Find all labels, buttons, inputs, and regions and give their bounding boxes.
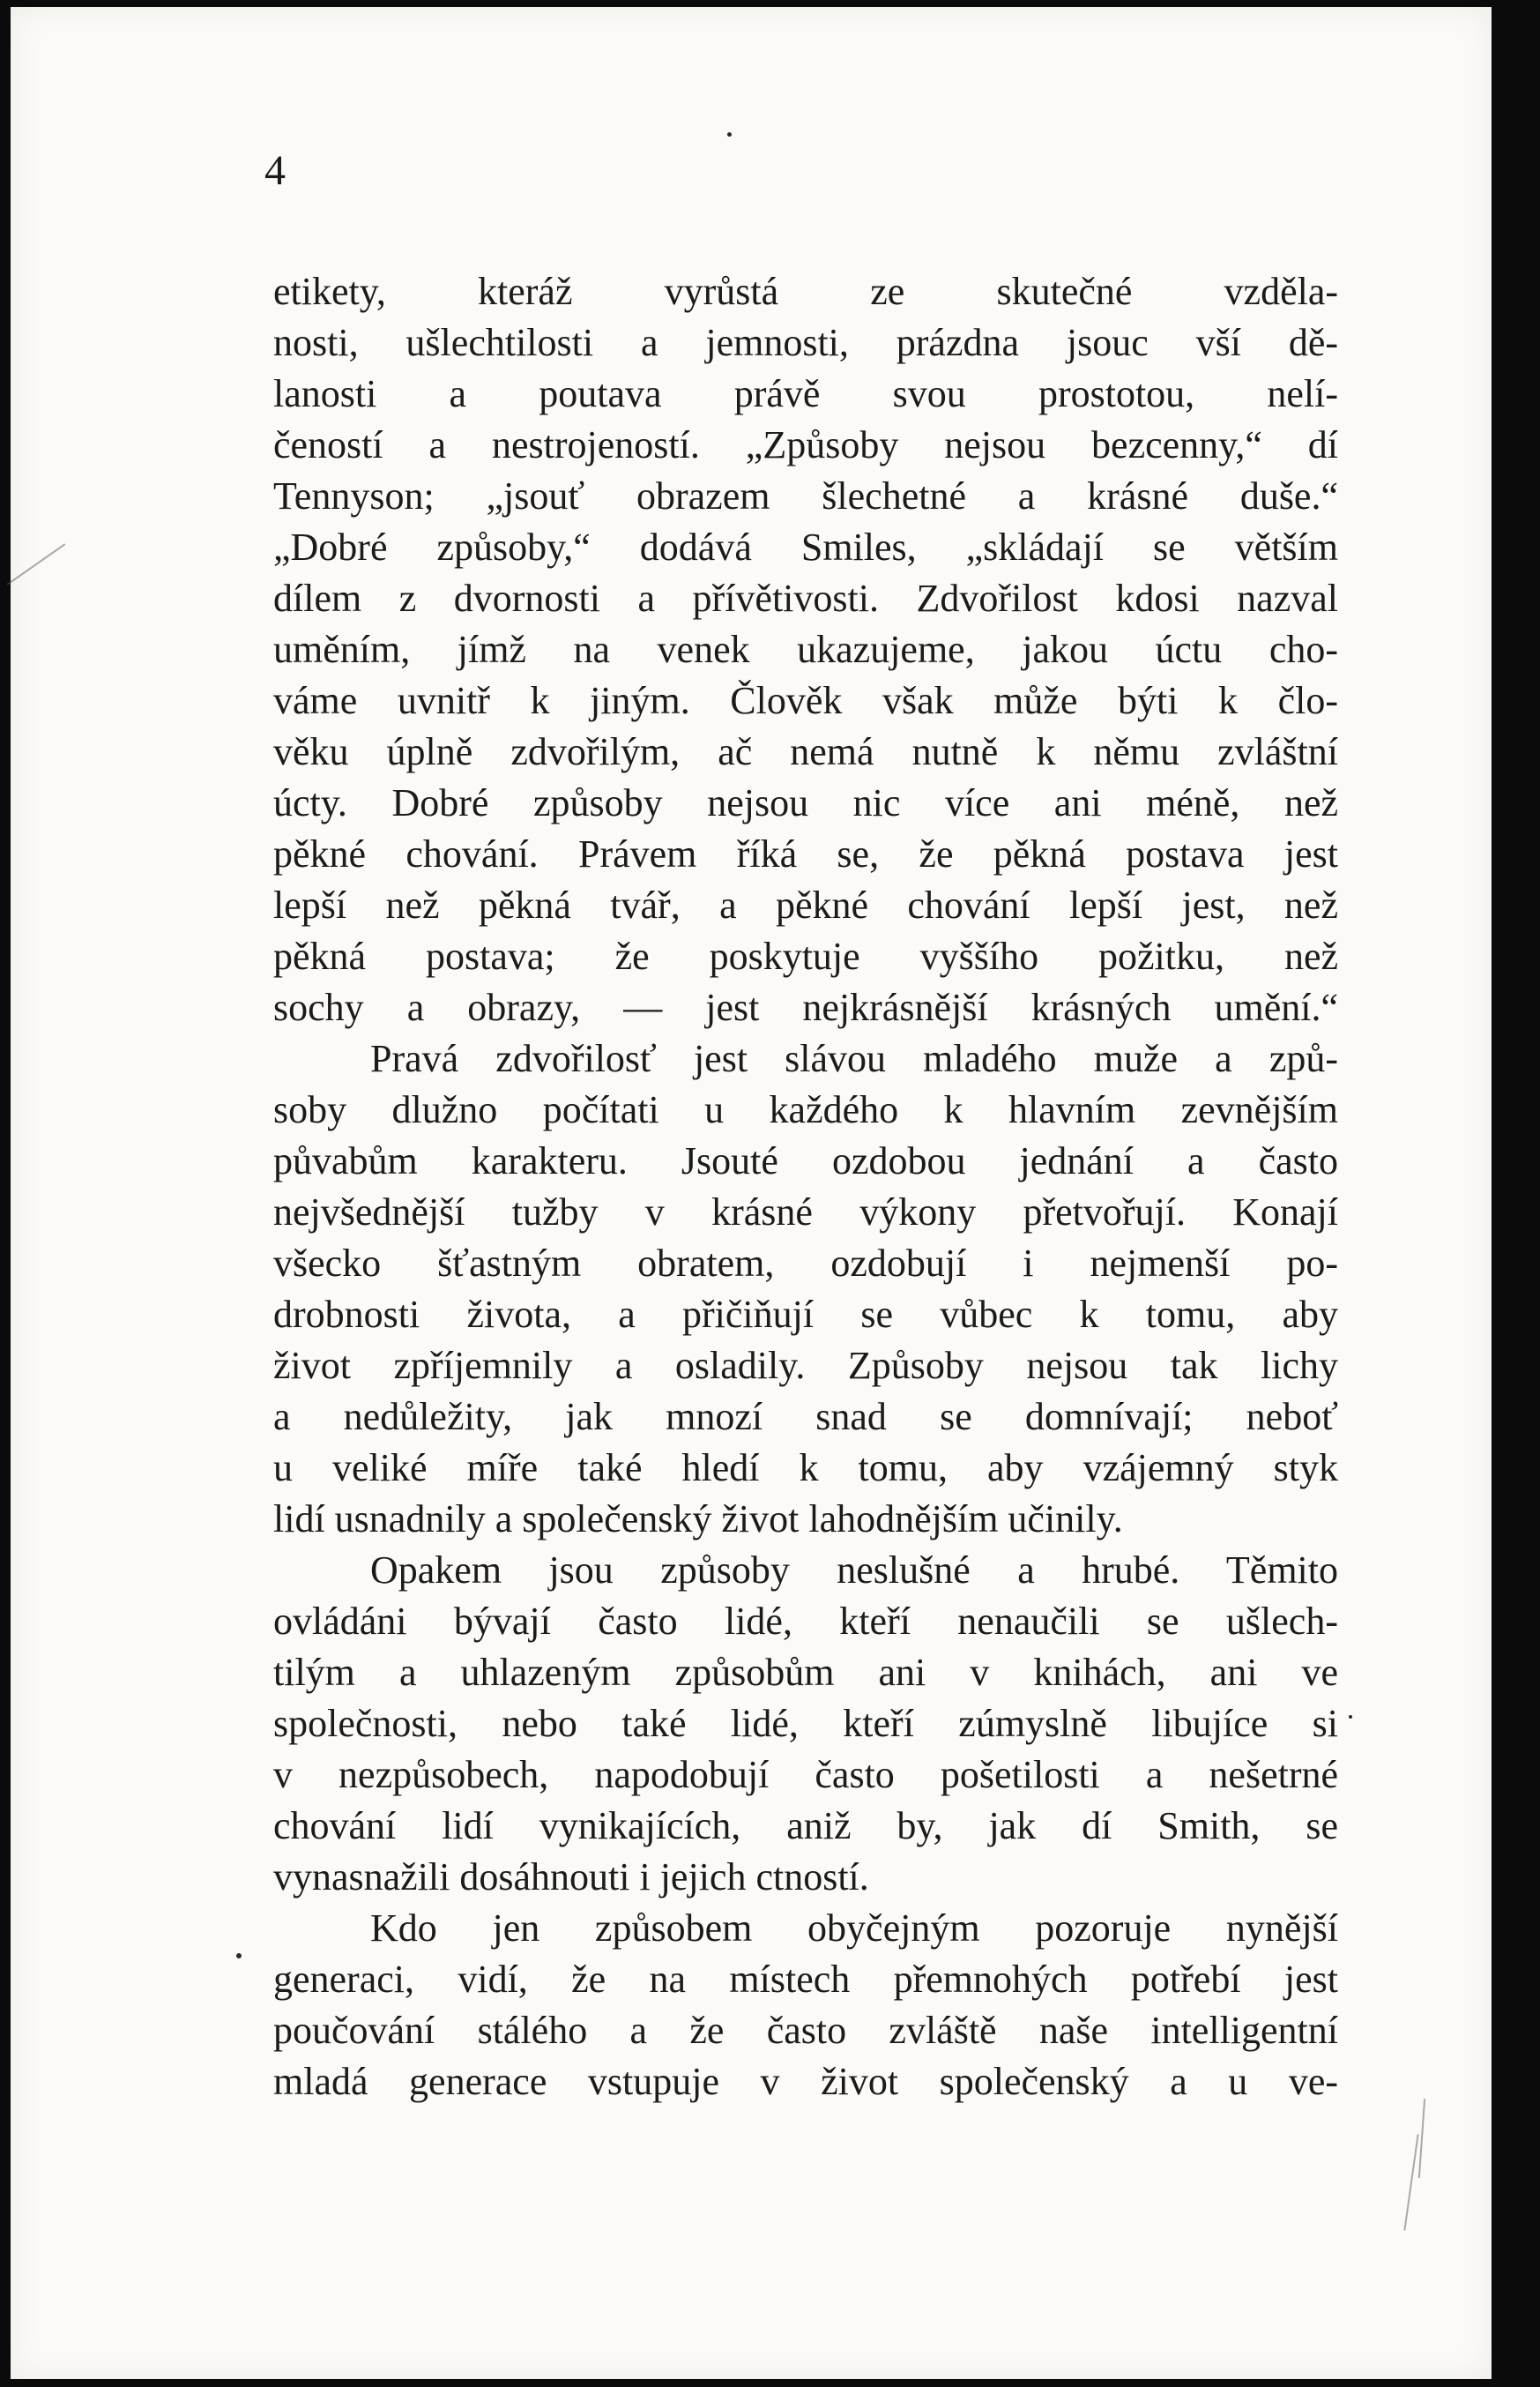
text-line: chování lidí vynikajících, aniž by, jak dí Smith, se <box>273 1804 1338 1847</box>
text-line: ovládáni bývají často lidé, kteří nenaučili se ušlech- <box>273 1600 1338 1643</box>
text-line: etikety, kteráž vyrůstá ze skutečné vzdělа- <box>273 270 1338 313</box>
text-line: lanosti a poutava právě svou prostotou, nelí- <box>273 372 1338 415</box>
text-line: „Dobré způsoby,“ dodává Smiles, „skládají se větším <box>273 526 1338 569</box>
body-text <box>273 266 1338 2107</box>
page-number: 4 <box>264 147 286 194</box>
text-line: u veliké míře také hledí k tomu, aby vzájemný styk <box>273 1446 1338 1489</box>
text-line: a nedůležity, jak mnozí snad se domnívají; neboť <box>273 1395 1338 1438</box>
text-line: váme uvnitř k jiným. Člověk však může býti k člo- <box>273 679 1338 722</box>
scan-speck <box>236 1953 242 1958</box>
paragraph-end-line: lidí usnadnily a společenský život lahodnějším učinily. <box>273 1497 1123 1540</box>
scan-speck <box>1349 1715 1352 1719</box>
paragraph-end-line: vynasnažili dosáhnouti i jejich ctností. <box>273 1855 869 1898</box>
text-line: generaci, vidí, že na místech přemnohých potřebí jest <box>273 1958 1338 2001</box>
paragraph-start-line: Kdo jen způsobem obyčejným pozoruje nynější <box>370 1906 1338 1950</box>
text-line: čeností a nestrojeností. „Způsoby nejsou bezcenny,“ dí <box>273 423 1338 466</box>
text-line: společnosti, nebo také lidé, kteří zúmyslně libujíce si <box>273 1702 1338 1745</box>
text-line: pěkná postava; že poskytuje vyššího požitku, než <box>273 935 1338 978</box>
text-line: všecko šťastným obratem, ozdobují i nejmenší po- <box>273 1242 1338 1285</box>
paragraph-start-line: Pravá zdvořilosť jest slávou mladého muže a způ- <box>370 1037 1338 1080</box>
text-line: drobnosti života, a přičiňují se vůbec k tomu, aby <box>273 1293 1338 1336</box>
text-line: uměním, jímž na venek ukazujeme, jakou úctu cho- <box>273 628 1338 671</box>
text-line: Tennyson; „jsouť obrazem šlechetné a krásné duše.“ <box>273 474 1338 518</box>
text-line: nosti, ušlechtilosti a jemnosti, prázdna jsouc vší dě- <box>273 321 1338 364</box>
text-line: mladá generace vstupuje v život společenský a u ve- <box>273 2060 1338 2103</box>
text-line: lepší než pěkná tvář, a pěkné chování lepší jest, než <box>273 884 1338 927</box>
text-line: sochy a obrazy, — jest nejkrásnější krásných umění.“ <box>273 986 1338 1029</box>
text-line: soby dlužno počítati u každého k hlavním zevnějším <box>273 1088 1338 1131</box>
text-line: nejvšednější tužby v krásné výkony přetvořují. Konají <box>273 1190 1338 1234</box>
text-line: v nezpůsobech, napodobují často pošetilosti a nešetrné <box>273 1753 1338 1796</box>
text-line: věku úplně zdvořilým, ač nemá nutně k němu zvláštní <box>273 730 1338 773</box>
text-line: půvabům karakteru. Jsouté ozdobou jednání a často <box>273 1139 1338 1182</box>
scan-speck <box>727 132 732 137</box>
scan-border <box>1492 0 1540 2387</box>
text-line: život zpříjemnily a osladily. Způsoby nejsou tak lichy <box>273 1344 1338 1387</box>
text-line: tilým a uhlazeným způsobům ani v knihách, ani ve <box>273 1651 1338 1694</box>
text-line: dílem z dvornosti a přívětivosti. Zdvořilost kdosi nazval <box>273 577 1338 620</box>
paragraph-start-line: Opakem jsou způsoby neslušné a hrubé. Těmito <box>370 1548 1338 1592</box>
text-line: úcty. Dobré způsoby nejsou nic více ani méně, než <box>273 781 1338 824</box>
text-line: pěkné chování. Právem říká se, že pěkná postava jest <box>273 832 1338 876</box>
text-line: poučování stálého a že často zvláště naše intelligentní <box>273 2009 1338 2052</box>
